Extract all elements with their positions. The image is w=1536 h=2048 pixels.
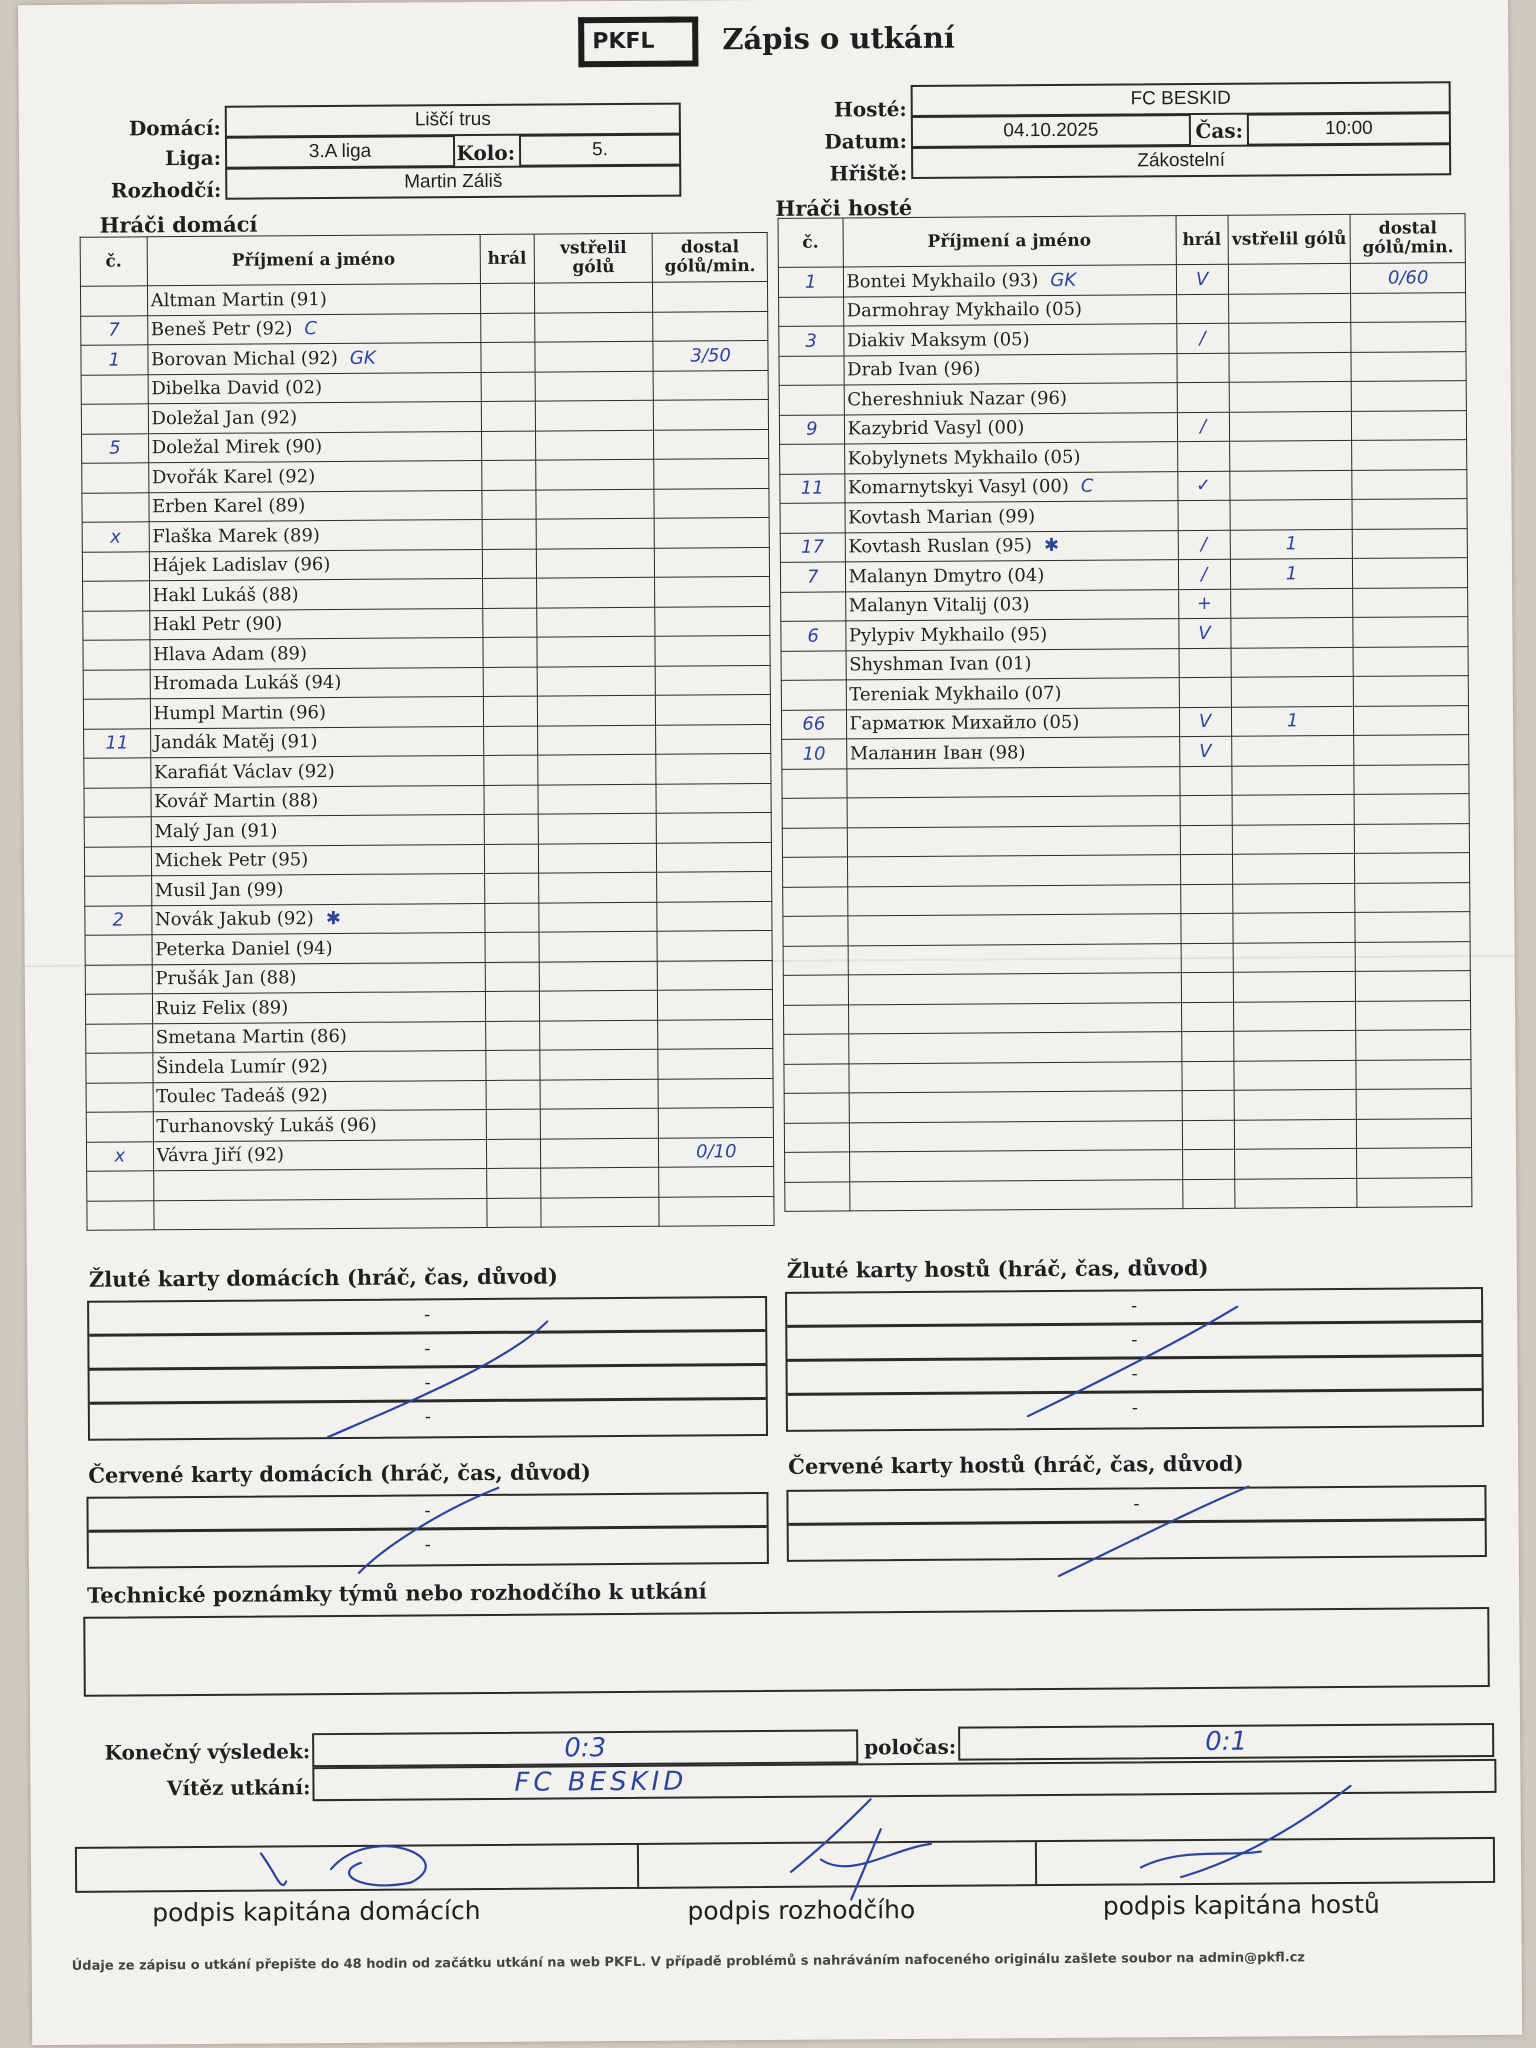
player-name-text: Karafiát Václav (92) [153, 760, 335, 784]
referee-field: Martin Záliš [225, 165, 681, 200]
played-mark: V [1179, 707, 1231, 737]
liga-label: Liga: [165, 145, 222, 171]
field-field: Zákostelní [911, 143, 1451, 179]
col-name: Příjmení a jméno [843, 216, 1176, 267]
player-name-text: Turhanovský Lukáš (96) [156, 1114, 377, 1138]
col-no: č. [778, 218, 843, 267]
player-name-text: Ruiz Felix (89) [155, 997, 289, 1020]
goals-conceded: 0/10 [659, 1137, 774, 1167]
player-name-text: Toulec Tadeáš (92) [156, 1085, 328, 1108]
card-line: - [89, 1332, 765, 1371]
player-name-text: Erben Karel (89) [152, 495, 306, 518]
player-name-text: Hájek Ladislav (96) [152, 554, 331, 577]
player-number: 2 [85, 905, 152, 935]
sig-ref-label: podpis rozhodčího [687, 1894, 916, 1926]
player-name-text: Michek Petr (95) [154, 849, 309, 872]
player-note: GK [1050, 269, 1077, 291]
played-mark: / [1176, 323, 1228, 353]
played-mark: / [1177, 412, 1229, 442]
footer-note: Údaje ze zápisu o utkání přepište do 48 hodin od začátku utkání na web PKFL. V případě problémů s nahráváním nafoceného originálu zašlete soubor na admin@pkfl.cz [71, 1950, 1305, 1974]
referee-label: Rozhodčí: [110, 177, 222, 203]
player-name-text: Kovtash Marian (99) [848, 505, 1036, 529]
col-played: hrál [1176, 215, 1228, 264]
player-name-text: Pylypiv Mykhailo (95) [848, 623, 1048, 647]
pkfl-logo: PKFL [592, 28, 655, 55]
player-name-text: Vávra Jiří (92) [156, 1144, 285, 1167]
date-field: 04.10.2025 [911, 114, 1191, 148]
card-line: - [787, 1289, 1481, 1328]
player-name-text: Malanyn Vitalij (03) [848, 594, 1030, 617]
player-name-text: Humpl Martin (96) [153, 701, 327, 725]
winner-value: FC BESKID [514, 1766, 688, 1798]
col-no: č. [80, 237, 147, 286]
player-name-text: Novák Jakub (92) [154, 908, 314, 931]
player-note: C [1080, 475, 1094, 498]
player-name-text: Shyshman Ivan (01) [849, 653, 1032, 676]
player-number: 9 [779, 414, 844, 444]
away-team-field: FC BESKID [911, 81, 1451, 117]
player-name-text: Dvořák Karel (92) [151, 465, 316, 489]
played-mark: V [1179, 736, 1231, 766]
player-name-text: Flaška Marek (89) [152, 524, 320, 548]
goals-scored: 1 [1230, 529, 1353, 559]
player-name-text: Šindela Lumír (92) [155, 1055, 328, 1079]
player-number: 11 [84, 728, 151, 758]
strike-yellow-away [1027, 1307, 1238, 1416]
player-name-text: Drab Ivan (96) [847, 358, 981, 381]
col-scored: vstřelil gólů [1228, 214, 1351, 264]
player-name-text: Hakl Lukáš (88) [152, 584, 299, 607]
card-line: - [788, 1357, 1482, 1396]
goals-conceded: 3/50 [653, 340, 768, 370]
liga-field: 3.A liga [225, 135, 455, 169]
played-mark: / [1178, 559, 1230, 589]
player-number: 3 [779, 326, 844, 356]
goals-scored: 1 [1231, 706, 1354, 736]
page-title: Zápis o utkání [722, 20, 955, 57]
player-note: ✱ [1043, 535, 1060, 557]
signature-away-stroke [1140, 1786, 1351, 1877]
player-number: 1 [778, 267, 843, 297]
final-score: 0:3 [564, 1733, 607, 1764]
player-name-text: Kovář Martin (88) [154, 790, 319, 813]
played-mark: / [1178, 530, 1230, 560]
col-name: Příjmení a jméno [147, 234, 480, 285]
player-note: C [304, 318, 318, 340]
card-line: - [424, 1406, 432, 1428]
final-label: Konečný výsledek: [104, 1739, 311, 1765]
played-mark: V [1178, 618, 1230, 648]
player-name-text: Peterka Daniel (94) [155, 937, 333, 961]
goals-scored: 1 [1230, 558, 1353, 588]
player-name-text: Beneš Petr (92) [150, 318, 293, 341]
player-name-text: Гарматюк Михайло (05) [849, 712, 1080, 735]
played-mark: + [1178, 589, 1230, 619]
player-number: 1 [81, 345, 148, 375]
time-field: 10:00 [1247, 112, 1451, 145]
player-name-text: Tereniak Mykhailo (07) [849, 682, 1062, 706]
player-name-text: Chereshniuk Nazar (96) [847, 387, 1068, 411]
player-name-text: Diakiv Maksym (05) [846, 328, 1030, 352]
match-report-sheet [18, 0, 1522, 2045]
player-name-text: Darmohray Mykhailo (05) [846, 299, 1083, 322]
player-name-text: Hromada Lukáš (94) [153, 672, 342, 695]
kolo-label: Kolo: [456, 140, 516, 166]
player-number: 11 [780, 473, 845, 503]
player-name-text: Doležal Jan (92) [151, 407, 298, 430]
player-number: x [82, 522, 149, 552]
player-number: x [86, 1141, 153, 1171]
card-line: - [788, 1487, 1484, 1526]
player-name-text: Prušák Jan (88) [155, 967, 297, 990]
signature-ref-stroke [791, 1799, 932, 1900]
winner-label: Vítěz utkání: [166, 1775, 311, 1801]
home-players-title: Hráči domácí [99, 211, 258, 238]
player-number: 5 [82, 433, 149, 463]
card-line: - [89, 1298, 765, 1337]
strike-yellow-home [327, 1322, 548, 1438]
player-name-text: Komarnytskyi Vasyl (00) [847, 476, 1069, 499]
red-away-title: Červené karty hostů (hráč, čas, důvod) [788, 1450, 1244, 1479]
player-name-text: Hakl Petr (90) [152, 613, 283, 636]
player-number: 7 [780, 562, 845, 592]
player-name-text: Dibelka David (02) [151, 377, 323, 400]
home-label: Domácí: [128, 115, 221, 141]
player-name-text: Jandák Matěj (91) [153, 731, 318, 754]
player-name-text: Маланин Іван (98) [849, 741, 1026, 765]
player-number: 17 [780, 532, 845, 562]
card-line: - [1131, 1397, 1138, 1419]
player-name-text: Malanyn Dmytro (04) [848, 564, 1045, 588]
player-name-text: Altman Martin (91) [150, 288, 327, 312]
field-label: Hřiště: [829, 160, 908, 186]
card-line: - [787, 1323, 1481, 1362]
handwriting-strokes [18, 0, 1522, 2045]
home-team-field: Liščí trus [225, 103, 681, 138]
away-players-title: Hráči hosté [775, 194, 913, 221]
card-line: - [88, 1494, 766, 1533]
player-number: 7 [81, 315, 148, 345]
col-played: hrál [480, 234, 534, 283]
date-label: Datum: [824, 128, 908, 154]
player-number: 66 [781, 709, 846, 739]
player-name-text: Bontei Mykhailo (93) [846, 269, 1039, 293]
card-line: - [90, 1366, 766, 1405]
player-number: 6 [781, 621, 846, 651]
col-conceded: dostal gólů/min. [1350, 214, 1465, 264]
player-name-text: Kazybrid Vasyl (00) [847, 417, 1025, 440]
played-mark: V [1176, 264, 1228, 294]
player-number: 10 [782, 739, 847, 769]
time-label: Čas: [1195, 118, 1244, 143]
half-score: 0:1 [1205, 1726, 1248, 1757]
notes-title: Technické poznámky týmů nebo rozhodčího k utkání [87, 1578, 707, 1608]
kolo-field: 5. [519, 134, 681, 167]
col-scored: vstřelil gólů [534, 233, 653, 283]
played-mark: ✓ [1177, 471, 1229, 501]
goals-conceded: 0/60 [1351, 263, 1466, 293]
player-name-text: Kobylynets Mykhailo (05) [847, 446, 1081, 470]
player-name-text: Doležal Mirek (90) [151, 436, 323, 459]
card-line: - [424, 1534, 431, 1556]
sig-home-label: podpis kapitána domácích [152, 1896, 481, 1928]
player-name-text: Kovtash Ruslan (95) [848, 535, 1033, 558]
strike-red-away [1058, 1487, 1249, 1576]
col-conceded: dostal gólů/min. [653, 232, 768, 282]
away-label: Hosté: [833, 96, 907, 122]
player-name-text: Musil Jan (99) [154, 879, 284, 902]
signature-home-stroke [261, 1846, 426, 1886]
sig-away-label: podpis kapitána hostů [1102, 1889, 1380, 1921]
player-name-text: Borovan Michal (92) [151, 347, 338, 371]
player-name-text: Smetana Martin (86) [155, 1026, 348, 1049]
half-label: poločas: [864, 1734, 957, 1760]
card-line: - [1133, 1527, 1140, 1549]
player-name-text: Hlava Adam (89) [153, 642, 308, 666]
player-note: GK [349, 347, 376, 369]
yellow-away-title: Žluté karty hostů (hráč, čas, důvod) [786, 1254, 1209, 1283]
red-home-title: Červené karty domácích (hráč, čas, důvod) [88, 1459, 591, 1488]
strike-red-home [358, 1488, 499, 1573]
yellow-home-title: Žluté karty domácích (hráč, čas, důvod) [88, 1263, 558, 1292]
player-name-text: Malý Jan (91) [154, 820, 278, 843]
player-note: ✱ [325, 908, 341, 930]
